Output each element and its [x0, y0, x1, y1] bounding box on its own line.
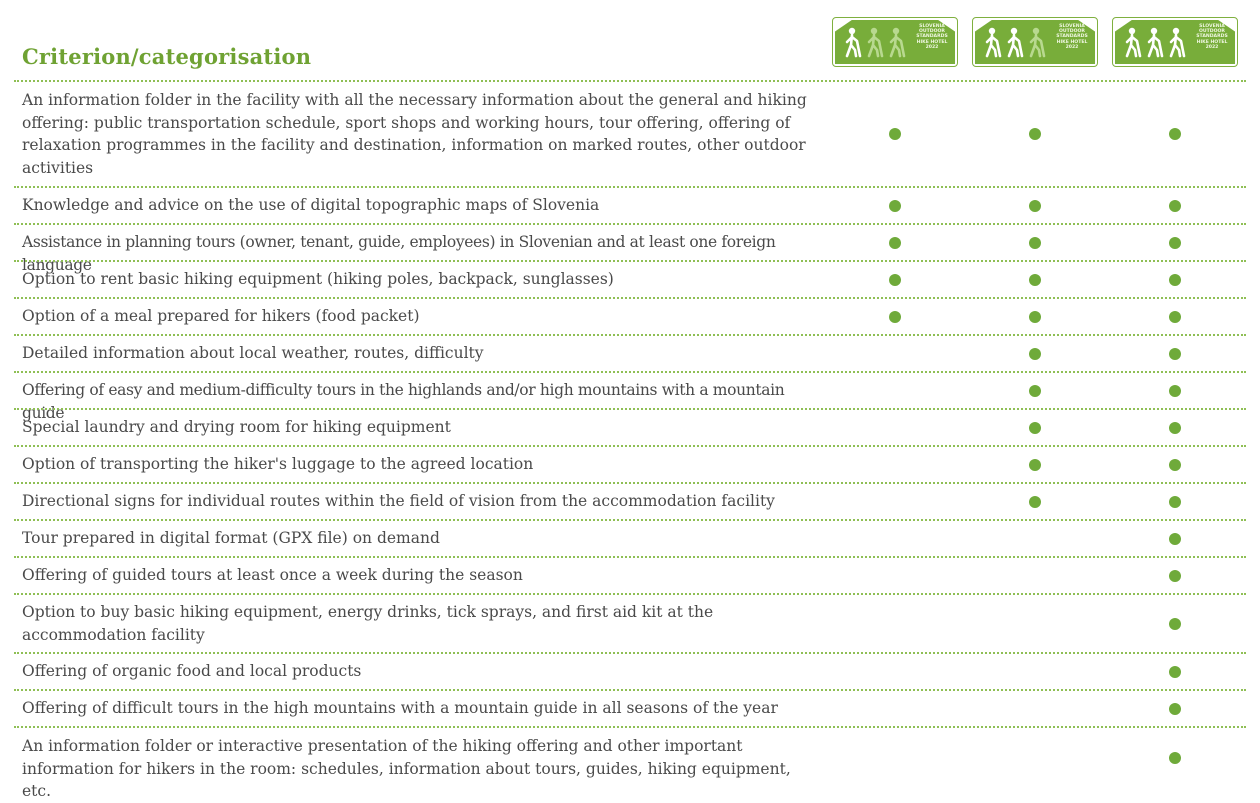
table-row [14, 689, 1246, 726]
badge-label: SLOVENIA OUTDOOR STANDARDS HIKE HOTEL 2022 [1056, 24, 1088, 50]
level-3-checkmark-dot [1169, 422, 1181, 434]
table-row [14, 519, 1246, 556]
hiker-icon [981, 26, 1053, 60]
table-row [14, 223, 1246, 274]
level-1-badge [832, 17, 958, 67]
level-3-checkmark-dot [1169, 703, 1181, 715]
criterion-text: Option of transporting the hiker's luggage to the agreed location [22, 455, 534, 473]
table-row [14, 556, 1246, 593]
criterion-text: An information folder in the facility with all the necessary information about the general and hiking offering: public transportation schedule, sport shops and working hours, tour offering, offering of relaxation programmes in the facility and destination, information on marked routes, other outdoor activities [22, 91, 807, 177]
level-2-checkmark-dot [1029, 200, 1041, 212]
level-1-checkmark-dot [889, 274, 901, 286]
criterion-text: An information folder or interactive presentation of the hiking offering and other important information for hikers in the room: schedules, information about tours, guides, hiking equipment, etc. [22, 737, 791, 800]
table-title: Criterion/categorisation [22, 44, 312, 69]
criterion-text: Offering of difficult tours in the high mountains with a mountain guide in all seasons of the year [22, 699, 778, 717]
table-row [14, 408, 1246, 445]
table-row [14, 371, 1246, 422]
badge-label: SLOVENIA OUTDOOR STANDARDS HIKE HOTEL 2022 [1196, 24, 1228, 50]
criterion-text: Offering of organic food and local products [22, 662, 362, 680]
table-row [14, 260, 1246, 297]
level-3-checkmark-dot [1169, 385, 1181, 397]
level-3-checkmark-dot [1169, 618, 1181, 630]
level-3-checkmark-dot [1169, 237, 1181, 249]
table-row [14, 334, 1246, 371]
level-2-badge [972, 17, 1098, 67]
criterion-text: Option to buy basic hiking equipment, energy drinks, tick sprays, and first aid kit at the accommodation facility [22, 603, 714, 644]
table-row [14, 726, 1246, 800]
table-row [14, 482, 1246, 519]
criterion-text: Offering of easy and medium-difficulty tours in the highlands and/or high mountains with a mountain guide [22, 381, 785, 422]
table-row [14, 593, 1246, 652]
level-3-checkmark-dot [1169, 348, 1181, 360]
criterion-text: Offering of guided tours at least once a week during the season [22, 566, 523, 584]
level-3-checkmark-dot [1169, 128, 1181, 140]
table-header [14, 0, 1246, 80]
level-3-checkmark-dot [1169, 200, 1181, 212]
level-2-checkmark-dot [1029, 237, 1041, 249]
table-row [14, 186, 1246, 223]
criterion-text: Option of a meal prepared for hikers (food packet) [22, 307, 420, 325]
hiker-icon [1121, 26, 1193, 60]
table-row [14, 80, 1246, 186]
hiker-icon [841, 26, 913, 60]
level-3-checkmark-dot [1169, 666, 1181, 678]
badge-label: SLOVENIA OUTDOOR STANDARDS HIKE HOTEL 2022 [916, 24, 948, 50]
level-2-checkmark-dot [1029, 274, 1041, 286]
table-row [14, 445, 1246, 482]
level-3-checkmark-dot [1169, 496, 1181, 508]
criterion-text: Special laundry and drying room for hiking equipment [22, 418, 451, 436]
level-3-checkmark-dot [1169, 570, 1181, 582]
level-3-checkmark-dot [1169, 533, 1181, 545]
criterion-text: Tour prepared in digital format (GPX file) on demand [22, 529, 440, 547]
level-2-checkmark-dot [1029, 385, 1041, 397]
level-3-checkmark-dot [1169, 459, 1181, 471]
criterion-text: Detailed information about local weather, routes, difficulty [22, 344, 484, 362]
level-2-checkmark-dot [1029, 422, 1041, 434]
criterion-text: Option to rent basic hiking equipment (hiking poles, backpack, sunglasses) [22, 270, 614, 288]
level-2-checkmark-dot [1029, 496, 1041, 508]
level-2-checkmark-dot [1029, 348, 1041, 360]
level-1-checkmark-dot [889, 311, 901, 323]
criteria-table [14, 80, 1246, 800]
level-2-checkmark-dot [1029, 459, 1041, 471]
level-1-checkmark-dot [889, 200, 901, 212]
criterion-text: Knowledge and advice on the use of digital topographic maps of Slovenia [22, 196, 600, 214]
level-3-checkmark-dot [1169, 274, 1181, 286]
level-2-checkmark-dot [1029, 311, 1041, 323]
level-3-checkmark-dot [1169, 311, 1181, 323]
level-1-checkmark-dot [889, 237, 901, 249]
table-row [14, 652, 1246, 689]
criterion-text: Assistance in planning tours (owner, tenant, guide, employees) in Slovenian and at least one foreign language [22, 233, 776, 274]
level-3-badge [1112, 17, 1238, 67]
level-1-checkmark-dot [889, 128, 901, 140]
level-3-checkmark-dot [1169, 752, 1181, 764]
level-2-checkmark-dot [1029, 128, 1041, 140]
table-row [14, 297, 1246, 334]
criterion-text: Directional signs for individual routes within the field of vision from the accommodation facility [22, 492, 775, 510]
